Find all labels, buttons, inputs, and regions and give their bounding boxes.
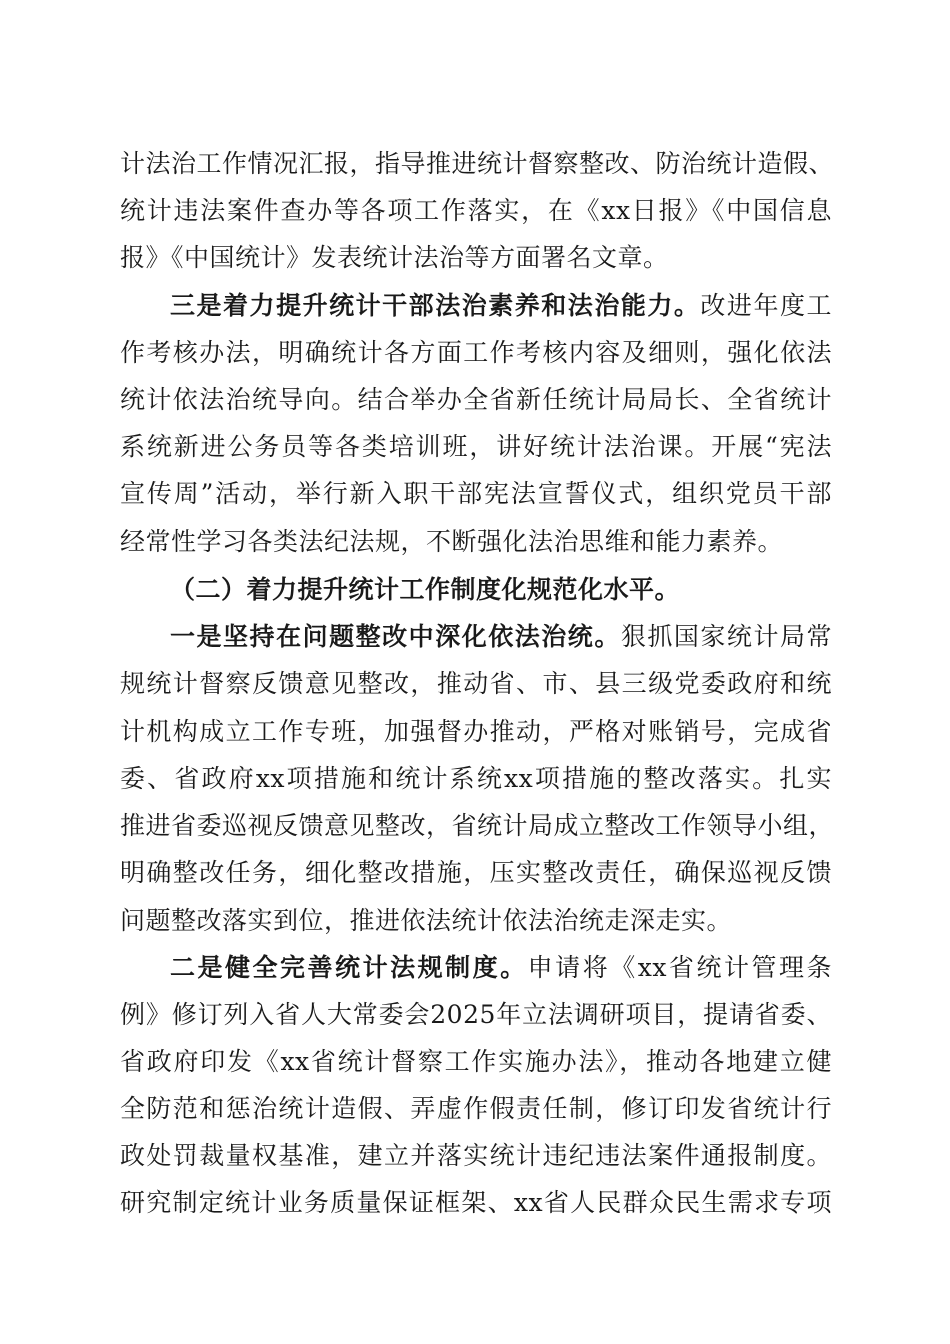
paragraph-line (120, 989, 832, 1041)
paragraph-line (170, 611, 832, 663)
line-text: 问题整改落实到位，推进依法统计依法治统走深走实。 (120, 906, 733, 935)
line-text: 统计依法治统导向。结合举办全省新任统计局局长、全省统计 (120, 385, 832, 414)
paragraph-lead: 一是坚持在问题整改中深化依法治统。 (170, 622, 621, 651)
line-text: 政处罚裁量权基准，建立并落实统计违纪违法案件通报制度。 (120, 1141, 832, 1170)
paragraph-line (120, 658, 832, 710)
paragraph-line (120, 421, 832, 473)
paragraph-line (120, 185, 832, 237)
line-text: 推进省委巡视反馈意见整改，省统计局成立整改工作领导小组， (120, 811, 835, 840)
line-text: 经常性学习各类法纪法规，不断强化法治思维和能力素养。 (120, 527, 784, 556)
paragraph-line (120, 895, 832, 947)
paragraph-line (120, 800, 835, 852)
paragraph-line (120, 232, 832, 284)
paragraph-lead: 二是健全完善统计法规制度。 (170, 953, 528, 982)
paragraph-line (170, 280, 832, 332)
line-text: 计机构成立工作专班，加强督办推动，严格对账销号，完成省 (120, 717, 832, 746)
line-text: 宣传周”活动，举行新入职干部宪法宣誓仪式，组织党员干部 (120, 479, 832, 508)
line-text: 狠抓国家统计局常 (620, 622, 832, 651)
paragraph-line (120, 374, 832, 426)
paragraph-line (120, 1177, 832, 1229)
line-text: 作考核办法，明确统计各方面工作考核内容及细则，强化依法 (120, 338, 832, 367)
paragraph-line (120, 847, 832, 899)
paragraph-line (120, 516, 832, 568)
paragraph-line (120, 1036, 832, 1088)
paragraph-line (120, 706, 832, 758)
paragraph-line (170, 942, 832, 994)
line-text: 明确整改任务，细化整改措施，压实整改责任，确保巡视反馈 (120, 858, 832, 887)
paragraph-line (120, 468, 832, 520)
paragraph-line (120, 138, 835, 190)
line-text: 计法治工作情况汇报，指导推进统计督察整改、防治统计造假、 (120, 149, 835, 178)
paragraph-lead: 三是着力提升统计干部法治素养和法治能力。 (170, 291, 701, 320)
line-text: 规统计督察反馈意见整改，推动省、市、县三级党委政府和统 (120, 669, 832, 698)
line-text: 研究制定统计业务质量保证框架、xx省人民群众民生需求专项 (120, 1188, 832, 1217)
section-heading-text: （二）着力提升统计工作制度化规范化水平。 (170, 575, 681, 604)
line-text: 改进年度工 (700, 291, 832, 320)
line-text: 系统新进公务员等各类培训班，讲好统计法治课。开展“宪法 (120, 432, 832, 461)
line-text: 申请将《xx省统计管理条 (527, 953, 832, 982)
line-text: 统计违法案件查办等各项工作落实，在《xx日报》《中国信息 (120, 196, 832, 225)
line-text: 报》《中国统计》发表统计法治等方面署名文章。 (120, 243, 669, 272)
line-text: 例》修订列入省人大常委会2025年立法调研项目，提请省委、 (120, 1000, 832, 1029)
paragraph-line (120, 1130, 832, 1182)
paragraph-line (120, 327, 832, 379)
section-heading (170, 564, 832, 616)
paragraph-line (120, 753, 832, 805)
line-text: 全防范和惩治统计造假、弄虚作假责任制，修订印发省统计行 (120, 1094, 832, 1123)
line-text: 省政府印发《xx省统计督察工作实施办法》，推动各地建立健 (120, 1047, 832, 1076)
paragraph-line (120, 1083, 832, 1135)
line-text: 委、省政府xx项措施和统计系统xx项措施的整改落实。扎实 (120, 764, 832, 793)
